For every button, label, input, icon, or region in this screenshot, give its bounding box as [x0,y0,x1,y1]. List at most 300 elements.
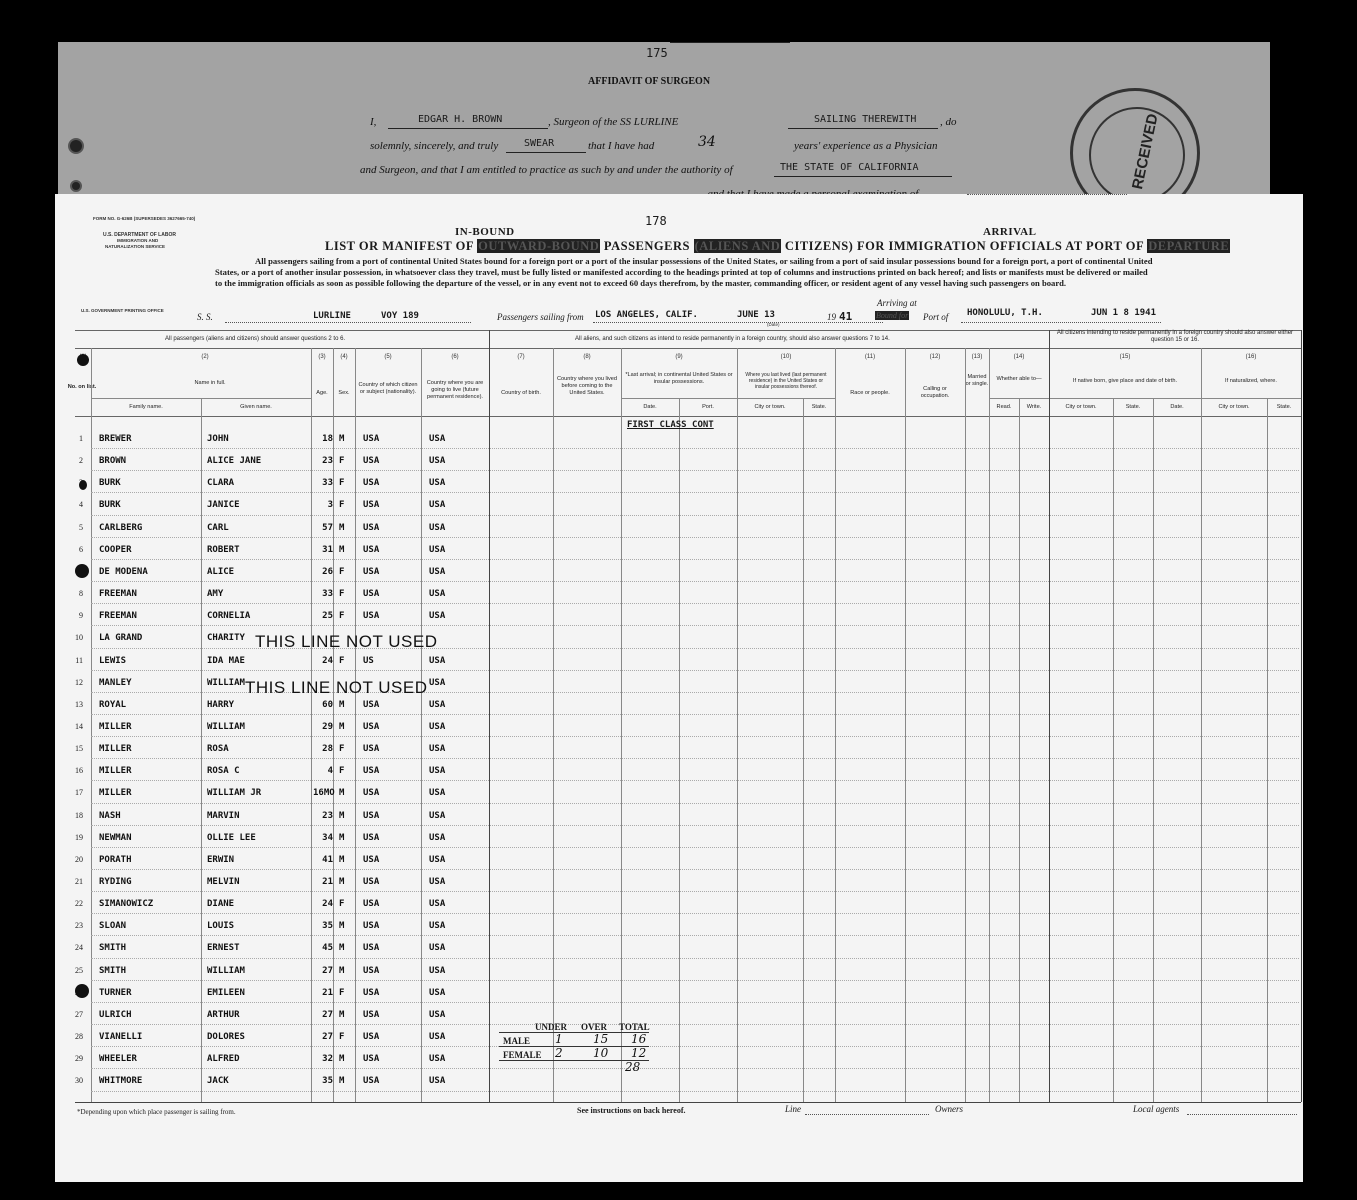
citizenship: USA [363,854,380,865]
instructions-paragraph: All passengers sailing from a port of continental United States bound for a foreign port or a port of the insular possessions of the United States, or sailing from a port of said insular possessions bound for a foreign port, a port of continental United States, or a port of another insular possession, in whatsoever class they travel, must be fully listed or manifested according to the headings printed at top of columns and instructions printed on back hereof; and lists or manifests must be delivered or mailed to the immigration officials as soon as possible following the departure of the vessel, or in any event not to exceed 60 days therefrom, by the master, commanding officer, or resident agent of any vessel having such passengers on board. [215,256,1153,288]
family-name: MILLER [99,744,132,755]
header-married: Married or single. [965,374,989,387]
age: 24 [322,655,333,666]
sex: M [339,788,345,799]
header-country-citizen: Country of which citizen or subject (nationality). [358,382,418,395]
residence: USA [429,544,446,555]
family-name: LEWIS [99,655,127,666]
age: 57 [322,522,333,533]
family-name: WHEELER [99,1054,137,1065]
row-separator [91,1024,1299,1025]
citizenship: USA [363,788,380,799]
citizenship: USA [363,434,380,444]
given-name: ROBERT [207,544,240,555]
residence: USA [429,832,446,843]
residence: USA [429,744,446,755]
sailing-from: LOS ANGELES, CALIF. [595,310,698,320]
row-separator [91,448,1299,449]
residence: USA [429,434,446,444]
row-separator [91,537,1299,538]
family-name: NASH [99,810,121,821]
given-name: CORNELIA [207,611,251,622]
col-num: (2) [201,354,209,360]
header-lived-before: Country where you lived before coming to the United States. [557,376,618,396]
col-num: (3) [318,354,326,360]
citizenship: USA [363,1054,380,1065]
residence: USA [429,854,446,865]
citizenship: USA [363,943,380,954]
sex: F [339,655,345,666]
row-number: 20 [75,854,83,864]
given-name: LOUIS [207,921,235,932]
citizenship: USA [363,744,380,755]
row-separator [91,1046,1299,1047]
residence: USA [429,456,446,467]
sex: M [339,921,345,932]
family-name: BROWN [99,456,127,467]
arrival-date: JUN 1 8 1941 [1091,308,1157,318]
sex: F [339,766,345,777]
summary-under: UNDER [535,1022,568,1032]
age: 34 [322,832,333,843]
col-num: (15) [1119,354,1131,360]
row-separator [91,780,1299,781]
given-name: ALFRED [207,1054,240,1065]
voyage: VOY 189 [381,311,419,321]
header-last-lived: Where you last lived (last permanent residence) in the United States or insular possessions thereof. [745,372,827,390]
manifest-page-number: 178 [645,214,667,228]
given-name: IDA MAE [207,655,245,666]
row-number: 13 [75,699,83,709]
row-number: 6 [79,544,83,554]
sex: F [339,899,345,910]
line-not-used-stamp: THIS LINE NOT USED [255,632,438,651]
age: 24 [322,899,333,910]
header-port: Port. [702,404,714,410]
row-number: 17 [75,788,83,798]
citizenship: USA [363,987,380,998]
family-name: BREWER [99,434,132,444]
col-num: (10) [780,354,792,360]
header-state-16: State. [1276,404,1292,410]
ink-blot [77,354,89,366]
sailing-from-label: Passengers sailing from [497,312,584,322]
residence: USA [429,611,446,622]
col-num: (8) [583,354,591,360]
citizenship: USA [363,965,380,976]
col-num: (6) [451,354,459,360]
header-native-born: If native born, give place and date of birth. [1072,378,1178,384]
row-number: 15 [75,744,83,754]
citizenship: USA [363,699,380,710]
family-name: PORATH [99,854,132,865]
row-separator [91,847,1299,848]
row-separator [91,559,1299,560]
given-name: WILLIAM [207,677,245,688]
date-caption: (Date) [767,322,780,327]
summary-female-total: 12 [631,1046,647,1060]
row-number: 14 [75,721,83,731]
bound-for-struck: Bound for [876,311,909,320]
age: 27 [322,1009,333,1020]
sex: F [339,744,345,755]
given-name: OLLIE LEE [207,832,256,843]
given-name: WILLIAM [207,965,245,976]
family-name: MANLEY [99,677,132,688]
residence: USA [429,899,446,910]
residence: USA [429,788,446,799]
line-not-used-stamp: THIS LINE NOT USED [245,678,428,697]
col-num: (5) [384,354,392,360]
row-number: 28 [75,1032,83,1042]
citizenship: USA [363,766,380,777]
given-name: HARRY [207,699,235,710]
given-name: ERWIN [207,854,235,865]
citizenship: USA [363,899,380,910]
section-b-heading: All aliens, and such citizens as intend to reside permanently in a foreign country, should also answer questions 7 to 14. [575,336,890,342]
row-separator [91,803,1299,804]
age: 21 [322,987,333,998]
sex: M [339,877,345,887]
header-last-arrival: *Last arrival; in continental United States or insular possessions. [625,372,733,385]
residence: USA [429,566,446,577]
ink-blot [75,564,89,578]
row-number: 29 [75,1054,83,1064]
residence: USA [429,921,446,932]
header-city-15: City or town. [1065,404,1097,410]
age: 35 [322,1076,333,1087]
family-name: SLOAN [99,921,127,932]
row-number: 9 [79,611,83,621]
header-state-15: State. [1125,404,1141,410]
header-read: Read. [996,404,1012,410]
given-name: ARTHUR [207,1009,240,1020]
header-family: Family name. [129,404,163,410]
row-number: 18 [75,810,83,820]
given-name: CARL [207,522,229,533]
citizenship: USA [363,921,380,932]
family-name: SMITH [99,943,127,954]
summary-male-over: 15 [593,1032,609,1046]
age: 23 [322,810,333,821]
row-number: 2 [79,456,83,466]
family-name: BURK [99,500,121,511]
header-country-live: Country where you are going to live (future permanent residence). [426,380,484,400]
residence: USA [429,943,446,954]
citizenship: USA [363,478,380,489]
family-name: MILLER [99,788,132,799]
affidavit-text: years' experience as a Physician [794,140,938,152]
family-name: ULRICH [99,1009,132,1020]
row-number: 25 [75,965,83,975]
residence: USA [429,987,446,998]
header-given: Given name. [240,404,272,410]
row-separator [91,581,1299,582]
citizenship: USA [363,500,380,511]
given-name: WILLIAM [207,721,245,732]
family-name: SMITH [99,965,127,976]
row-separator [91,515,1299,516]
citizenship: USA [363,721,380,732]
affidavit-page-number: 175 [646,46,668,60]
sex: M [339,854,345,865]
arrival-port: HONOLULU, T.H. [967,308,1043,318]
row-separator [91,625,1299,626]
col-num: (4) [340,354,348,360]
footer-owners: Owners [935,1104,964,1114]
sex: M [339,832,345,843]
family-name: ROYAL [99,699,127,710]
given-name: CLARA [207,478,235,489]
header-write: Write. [1026,404,1042,410]
affidavit-text: solemnly, sincerely, and truly [370,140,499,152]
dept-line-1: U.S. DEPARTMENT OF LABOR [103,232,176,238]
citizenship: USA [363,566,380,577]
dept-line-3: NATURALIZATION SERVICE [105,244,166,249]
sex: M [339,434,345,444]
header-able: Whether able to— [996,376,1042,382]
row-separator [91,935,1299,936]
row-number: 21 [75,877,83,886]
age: 31 [322,544,333,555]
sex: M [339,810,345,821]
row-number: 12 [75,677,83,687]
surgeon-name: EDGAR H. BROWN [418,114,503,125]
sex: M [339,1054,345,1065]
header-date-15: Date. [1170,404,1184,410]
row-number: 10 [75,633,83,643]
affidavit-text: , do [940,116,957,128]
col-num: (9) [675,354,683,360]
given-name: AMY [207,589,224,600]
family-name: FREEMAN [99,589,137,600]
row-separator [91,670,1299,671]
section-a-heading: All passengers (aliens and citizens) should answer questions 2 to 6. [165,336,346,342]
family-name: TURNER [99,987,132,998]
given-name: ERNEST [207,943,240,954]
footer-line: Line [785,1104,802,1114]
row-separator [91,980,1299,981]
manifest-sheet [55,194,1303,1182]
sex: F [339,566,345,577]
affidavit-text: I, [370,116,377,128]
header-city-16: City or town. [1218,404,1250,410]
col-num: (12) [929,354,941,360]
sailing-date: JUNE 13 [737,310,775,320]
sex: M [339,965,345,976]
row-separator [91,736,1299,737]
citizenship: USA [363,1032,380,1043]
family-name: BURK [99,478,121,489]
family-name: VIANELLI [99,1032,143,1043]
arriving-at-label: Arriving at [877,298,917,308]
citizenship: USA [363,544,380,555]
sailing-field: SAILING THEREWITH [814,114,917,125]
summary-female-under: 2 [555,1046,563,1060]
given-name: CHARITY [207,633,245,644]
years-field: 34 [698,134,716,150]
sex: M [339,699,345,710]
header-date: Date. [643,404,657,410]
col-num: (11) [864,354,876,360]
header-no: No. on list. [67,384,97,390]
col-num: (14) [1013,354,1025,360]
header-sex: Sex. [338,390,350,396]
affidavit-text: and Surgeon, and that I am entitled to practice as such by and under the authority of [360,164,733,176]
citizenship: USA [363,1076,380,1087]
row-number: 30 [75,1076,83,1086]
summary-total: TOTAL [619,1022,650,1032]
header-calling: Calling or occupation. [920,386,950,399]
col-num: (13) [971,354,983,360]
age: 32 [322,1054,333,1065]
ss-label: S. S. [197,312,213,322]
family-name: SIMANOWICZ [99,899,154,910]
given-name: ROSA C [207,766,240,777]
citizenship: USA [363,832,380,843]
summary-male-under: 1 [555,1032,563,1046]
footer-agents: Local agents [1133,1104,1180,1114]
row-separator [91,492,1299,493]
row-number: 8 [79,589,83,599]
stamp-word: RECEIVED [1129,112,1162,191]
row-separator [91,913,1299,914]
sex: F [339,456,345,467]
header-naturalized: If naturalized, where. [1225,378,1277,384]
citizenship: USA [363,1009,380,1020]
footer-note: *Depending upon which place passenger is sailing from. [77,1108,236,1116]
affidavit-title: AFFIDAVIT OF SURGEON [588,76,711,87]
affidavit-text: , Surgeon of the SS LURLINE [548,116,679,128]
family-name: RYDING [99,877,132,887]
sex: F [339,1032,345,1043]
row-separator [91,869,1299,870]
arrival-label: ARRIVAL [983,226,1037,238]
punch-hole [70,180,82,192]
family-name: MILLER [99,766,132,777]
age: 33 [322,589,333,600]
age: 18 [322,434,333,444]
given-name: MELVIN [207,877,240,887]
row-separator [91,1091,1299,1092]
printing-office: U.S. GOVERNMENT PRINTING OFFICE [81,308,164,313]
given-name: JANICE [207,500,240,511]
header-race: Race or people. [850,390,890,396]
row-separator [91,714,1299,715]
given-name: MARVIN [207,810,240,821]
header-birth: Country of birth. [501,390,541,396]
residence: USA [429,522,446,533]
row-number: 22 [75,899,83,909]
sex: F [339,987,345,998]
residence: USA [429,810,446,821]
given-name: DOLORES [207,1032,245,1043]
family-name: FREEMAN [99,611,137,622]
summary-grand-total: 28 [625,1060,641,1074]
row-separator [91,891,1299,892]
citizenship: USA [363,456,380,467]
family-name: LA GRAND [99,633,143,644]
affidavit-text: that I have had [588,140,655,152]
row-separator [91,470,1299,471]
family-name: CARLBERG [99,522,143,533]
citizenship: USA [363,611,380,622]
given-name: JACK [207,1076,229,1087]
sex: M [339,721,345,732]
row-separator [91,1002,1299,1003]
manifest-title: LIST OR MANIFEST OF OUTWARD-BOUND PASSENGERS (ALIENS AND CITIZENS) FOR IMMIGRATION OFFICIALS AT PORT OF DEPARTURE [325,239,1230,253]
residence: USA [429,721,446,732]
given-name: EMILEEN [207,987,245,998]
year: 41 [839,310,853,323]
punch-hole [68,138,84,154]
residence: USA [429,478,446,489]
age: 33 [322,478,333,489]
sex: F [339,478,345,489]
citizenship: US [363,655,374,666]
ink-blot [79,480,87,490]
given-name: DIANE [207,899,235,910]
age: 3 [327,500,333,511]
row-number: 19 [75,832,83,842]
row-number: 5 [79,522,83,532]
age: 27 [322,1032,333,1043]
age: 21 [322,877,333,887]
col-num: (7) [517,354,525,360]
age: 27 [322,965,333,976]
residence: USA [429,877,446,887]
summary-male-label: MALE [503,1036,530,1046]
ink-blot [75,984,89,998]
residence: USA [429,1009,446,1020]
row-separator [91,1068,1299,1069]
swear-field: SWEAR [524,138,555,149]
residence: USA [429,965,446,976]
summary-over: OVER [581,1022,608,1032]
row-number: 23 [75,921,83,931]
sex: M [339,1009,345,1020]
row-number: 1 [79,434,83,443]
age: 45 [322,943,333,954]
citizenship: USA [363,522,380,533]
family-name: DE MODENA [99,566,148,577]
footer-see-instructions: See instructions on back hereof. [577,1106,686,1115]
first-class-note: FIRST CLASS CONT [627,420,714,430]
citizenship: USA [363,877,380,887]
row-number: 24 [75,943,83,953]
given-name: JOHN [207,434,229,444]
age: 41 [322,854,333,865]
age: 26 [322,566,333,577]
row-number: 27 [75,1009,83,1019]
header-name-full: Name in full. [194,380,226,386]
given-name: ALICE JANE [207,456,262,467]
residence: USA [429,699,446,710]
residence: USA [429,589,446,600]
row-separator [91,825,1299,826]
sex: M [339,1076,345,1087]
age: 25 [322,611,333,622]
residence: USA [429,1076,446,1087]
family-name: MILLER [99,721,132,732]
family-name: WHITMORE [99,1076,143,1087]
inbound-label: IN-BOUND [455,226,515,238]
age: 29 [322,721,333,732]
age: 28 [322,744,333,755]
sex: F [339,611,345,622]
row-separator [91,958,1299,959]
given-name: WILLIAM JR [207,788,262,799]
